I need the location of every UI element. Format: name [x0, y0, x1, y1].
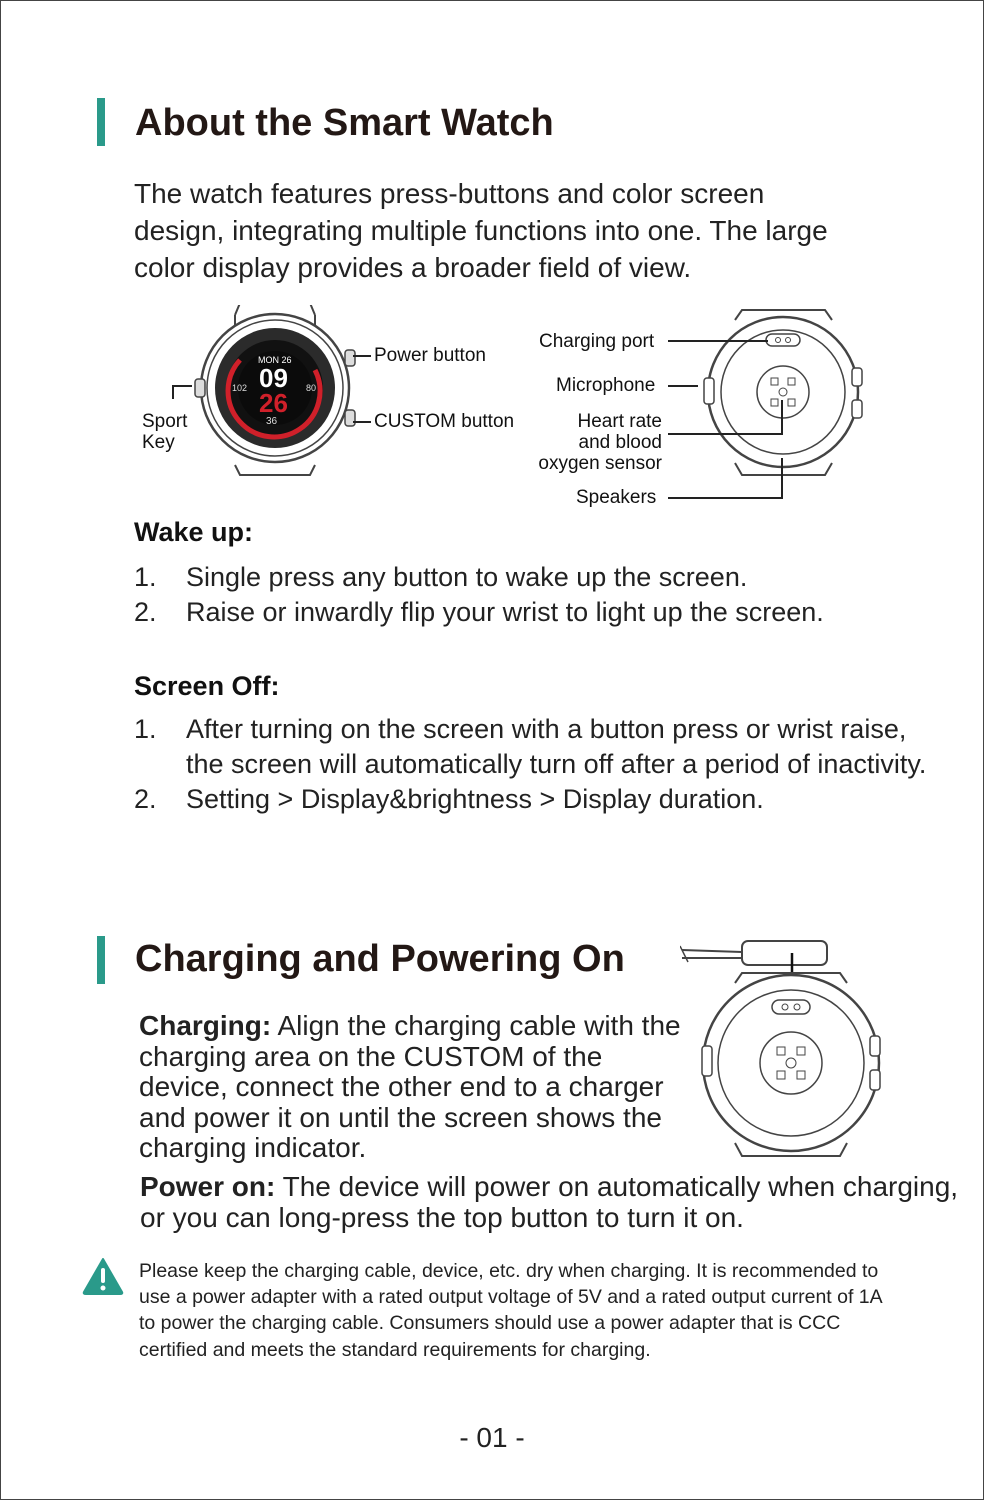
- watch-left-value: 102: [232, 383, 248, 393]
- screen-off-heading: Screen Off:: [134, 671, 280, 701]
- label-microphone: Microphone: [556, 375, 656, 396]
- watch-front-figure: [140, 305, 530, 480]
- power-on-text: The device will power on automatically when charging, or you can long-press the top button to turn it on.: [140, 1171, 959, 1233]
- intro-paragraph: The watch features press-buttons and color screen design, integrating multiple functions into one. The large color display provides a broader field of view.: [134, 178, 828, 283]
- watch-bottom-value: 36: [266, 416, 278, 427]
- watch-back-figure: [700, 308, 865, 480]
- label-heart-rate-sensor: Heart rate and blood oxygen sensor: [538, 411, 662, 474]
- watch-minute: 26: [259, 388, 288, 418]
- section-title-about: About the Smart Watch: [135, 102, 554, 144]
- list-item: [134, 560, 934, 595]
- watch-back-illustration: [700, 308, 865, 480]
- charging-label: Charging:: [139, 1010, 272, 1041]
- label-speakers: Speakers: [576, 487, 657, 508]
- sport-key-leader-vertical: [172, 385, 174, 399]
- watch-hour: 09: [259, 363, 288, 393]
- label-charging-port: Charging port: [539, 331, 655, 352]
- screen-off-list: [134, 712, 934, 817]
- list-number: 1.: [134, 714, 157, 744]
- warning-icon: [82, 1257, 124, 1295]
- section-title-charging: Charging and Powering On: [135, 938, 625, 980]
- list-text: Raise or inwardly flip your wrist to light up the screen.: [186, 597, 824, 627]
- charging-port-leader: [668, 340, 768, 342]
- list-number: 1.: [134, 562, 157, 592]
- charging-illustration: [680, 938, 890, 1166]
- list-text: Single press any button to wake up the screen.: [186, 562, 748, 592]
- list-text: After turning on the screen with a button press or wrist raise, the screen will automatically turn off after a period of inactivity.: [186, 714, 927, 779]
- page-number: - 01 -: [459, 1422, 525, 1453]
- charging-figure: [680, 938, 890, 1166]
- label-sport-key: Sport Key: [142, 411, 188, 453]
- wake-up-heading: Wake up:: [134, 517, 254, 547]
- warning-text: Please keep the charging cable, device, etc. dry when charging. It is recommended to use a power adapter with a rated output voltage of 5V and a rated output current of 1A to power the charging cable. Consumers should use a power adapter that is CCC certified and meets the standard requirements for charging.: [139, 1260, 882, 1361]
- sensor-leader: [668, 433, 782, 435]
- label-custom-button: CUSTOM button: [374, 411, 515, 432]
- list-item: [134, 595, 836, 630]
- list-text: Setting > Display&brightness > Display duration.: [186, 784, 764, 814]
- watch-front-illustration: [140, 305, 530, 480]
- wake-up-list: [134, 560, 934, 630]
- charging-paragraph: [139, 1011, 689, 1164]
- section-accent-bar: [97, 936, 105, 984]
- sensor-leader-vertical: [781, 400, 783, 435]
- charging-text: Align the charging cable with the charging area on the CUSTOM of the device, connect the other end to a charger and power it on until the screen shows the charging indicator.: [139, 1010, 681, 1163]
- label-power-button: Power button: [374, 345, 486, 366]
- sport-key-leader: [172, 385, 192, 387]
- power-on-label: Power on:: [140, 1171, 276, 1202]
- list-item: [134, 782, 934, 817]
- section-accent-bar: [97, 98, 105, 146]
- watch-date: MON 26: [258, 355, 292, 365]
- list-number: 2.: [134, 597, 157, 627]
- list-item: [134, 712, 934, 782]
- speakers-leader: [668, 497, 782, 499]
- list-number: 2.: [134, 784, 157, 814]
- watch-right-value: 80: [306, 383, 317, 393]
- power-on-paragraph: [140, 1171, 960, 1233]
- speakers-leader-vertical: [781, 458, 783, 499]
- power-button-leader: [353, 355, 371, 357]
- microphone-leader: [668, 385, 698, 387]
- custom-button-leader: [353, 421, 371, 423]
